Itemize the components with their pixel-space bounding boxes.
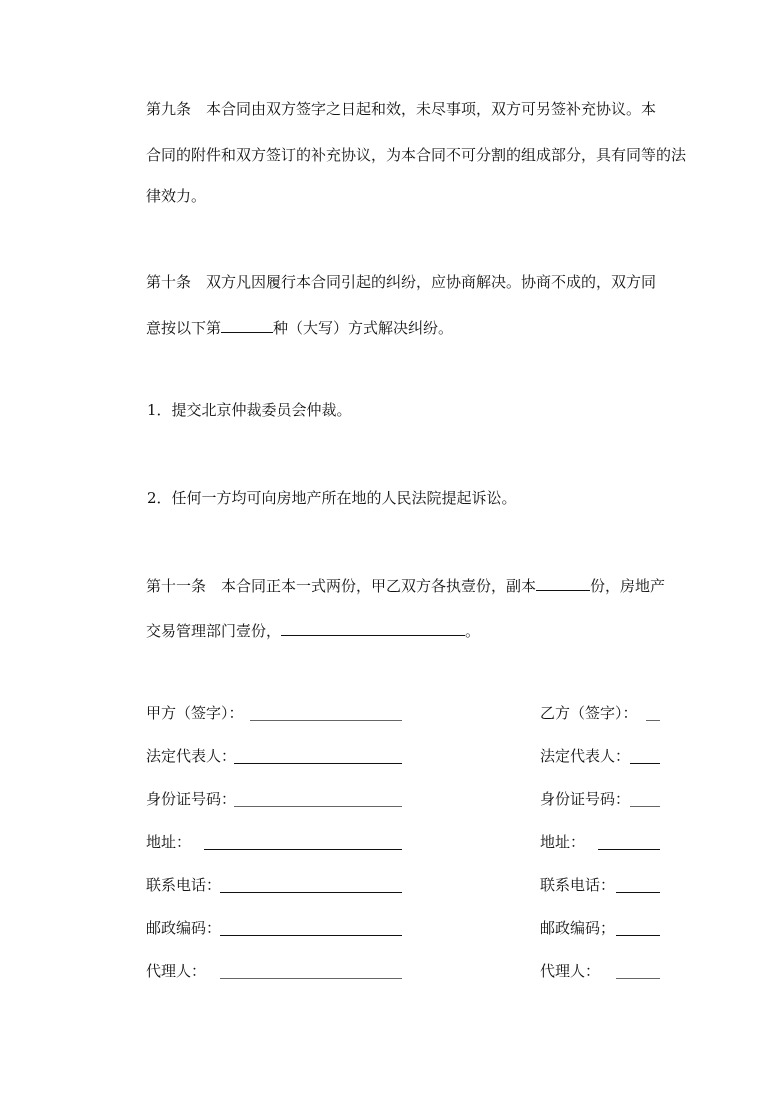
party-b-zip-field[interactable] — [616, 935, 660, 936]
article9-line2: 合同的附件和双方签订的补充协议，为本合同不可分割的组成部分，具有同等的法 — [146, 146, 687, 164]
party-b-phone — [540, 878, 615, 893]
option-1: 1．提交北京仲裁委员会仲裁。 — [147, 401, 352, 419]
copies-blank[interactable] — [536, 576, 590, 591]
party-a-addr-field[interactable] — [204, 849, 402, 850]
party-b-id-label: 身份证号码： — [540, 790, 631, 808]
party-b-sign-field[interactable] — [646, 720, 660, 721]
article11-line1-before: 第十一条 本合同正本一式两份，甲乙双方各执壹份，副本 — [146, 577, 537, 595]
article11-line1-after: 份，房地产 — [590, 577, 666, 595]
article10-line1: 第十条 双方凡因履行本合同引起的纠纷，应协商解决。协商不成的，双方同 — [146, 273, 657, 291]
party-a-rep — [146, 749, 236, 764]
party-a-phone-label: 联系电话： — [146, 876, 222, 894]
party-b-addr — [540, 835, 585, 850]
party-b-addr-label: 地址： — [540, 833, 586, 851]
party-a-addr-label: 地址： — [146, 833, 192, 851]
party-a-id — [146, 792, 236, 807]
option-2: 2．任何一方均可向房地产所在地的人民法院提起诉讼。 — [147, 489, 517, 507]
article11-line2 — [146, 621, 480, 639]
party-b-phone-label: 联系电话： — [540, 876, 616, 894]
party-a-sign-label: 甲方（签字）： — [146, 704, 244, 722]
party-b-id — [540, 792, 630, 807]
party-a-sign-field[interactable] — [250, 720, 402, 721]
article11-line1 — [146, 576, 665, 594]
party-a-id-label: 身份证号码： — [146, 790, 237, 808]
party-a-agent-label: 代理人： — [146, 962, 207, 980]
party-a-sign — [146, 706, 244, 721]
article11-line2-before: 交易管理部门壹份， — [146, 622, 282, 640]
article9-line3: 律效力。 — [146, 187, 207, 205]
party-b-phone-field[interactable] — [616, 892, 660, 893]
party-b-zip-label: 邮政编码； — [540, 919, 616, 937]
party-a-phone — [146, 878, 221, 893]
party-a-rep-label: 法定代表人： — [146, 747, 237, 765]
article9-line1: 第九条 本合同由双方签字之日起和效，未尽事项，双方可另签补充协议。本 — [146, 100, 657, 118]
party-b-rep — [540, 749, 630, 764]
party-a-agent — [146, 964, 206, 979]
party-b-agent-field[interactable] — [616, 978, 660, 979]
party-a-rep-field[interactable] — [234, 763, 402, 764]
article10-line2-after: 种（大写）方式解决纠纷。 — [273, 319, 454, 337]
article11-blank[interactable] — [281, 621, 465, 636]
party-a-zip — [146, 921, 221, 936]
article11-line2-after: 。 — [465, 622, 481, 640]
party-a-addr — [146, 835, 191, 850]
party-a-agent-field[interactable] — [220, 978, 402, 979]
party-b-rep-field[interactable] — [630, 763, 660, 764]
party-a-id-field[interactable] — [234, 806, 402, 807]
party-b-agent-label: 代理人： — [540, 962, 601, 980]
party-b-id-field[interactable] — [630, 806, 660, 807]
method-number-blank[interactable] — [221, 318, 273, 333]
party-a-phone-field[interactable] — [220, 892, 402, 893]
article10-line2 — [146, 318, 453, 336]
party-b-addr-field[interactable] — [598, 849, 660, 850]
article10-line2-before: 意按以下第 — [146, 319, 222, 337]
party-a-zip-label: 邮政编码： — [146, 919, 222, 937]
party-b-rep-label: 法定代表人： — [540, 747, 631, 765]
party-b-agent — [540, 964, 600, 979]
party-b-sign — [540, 706, 638, 721]
party-a-zip-field[interactable] — [220, 935, 402, 936]
party-b-sign-label: 乙方（签字）： — [540, 704, 638, 722]
party-b-zip — [540, 921, 615, 936]
